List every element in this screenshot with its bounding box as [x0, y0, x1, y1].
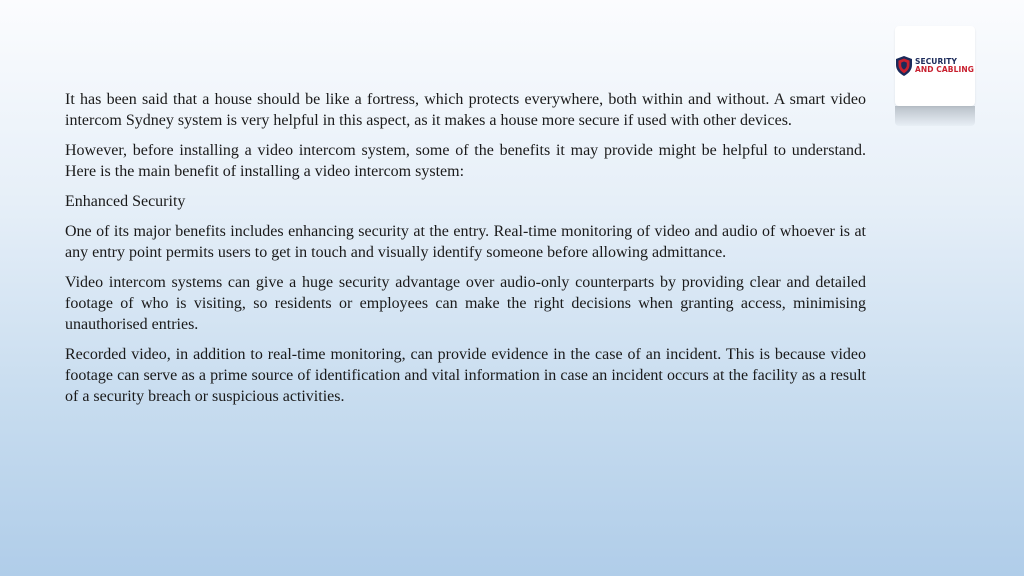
logo-reflection [895, 106, 975, 126]
paragraph-benefits-lead: However, before installing a video intercom system, some of the benefits it may provide might be helpful to understand. Here is the main benefit of installing a video intercom system: [65, 142, 866, 180]
logo-text [915, 58, 974, 74]
paragraph-intro: It has been said that a house should be like a fortress, which protects everywhere, both within and without. A smart video intercom Sydney system is very helpful in this aspect, as it makes a house more secure if used with other devices. [65, 91, 866, 129]
logo-line-security: SECURITY [914, 57, 958, 66]
logo-line-and-cabling: AND CABLING [914, 65, 975, 74]
logo-card [895, 26, 975, 106]
paragraph-entry-security: One of its major benefits includes enhancing security at the entry. Real-time monitoring of video and audio of whoever is at any entry point permits users to get in touch and visually identify someone before allowing admittance. [65, 223, 866, 261]
paragraph-recorded-video: Recorded video, in addition to real-time monitoring, can provide evidence in the case of an incident. This is because video footage can serve as a prime source of identification and vital information in case an incident occurs at the facility as a result of a security breach or suspicious activities. [65, 346, 866, 405]
section-heading-enhanced-security: Enhanced Security [65, 193, 186, 210]
shield-icon [896, 56, 912, 76]
company-logo [896, 56, 974, 76]
body-text [65, 89, 866, 416]
paragraph-security-advantage: Video intercom systems can give a huge security advantage over audio-only counterparts by providing clear and detailed footage of who is visiting, so residents or employees can make the right decisions when granting access, minimising unauthorised entries. [65, 274, 866, 333]
